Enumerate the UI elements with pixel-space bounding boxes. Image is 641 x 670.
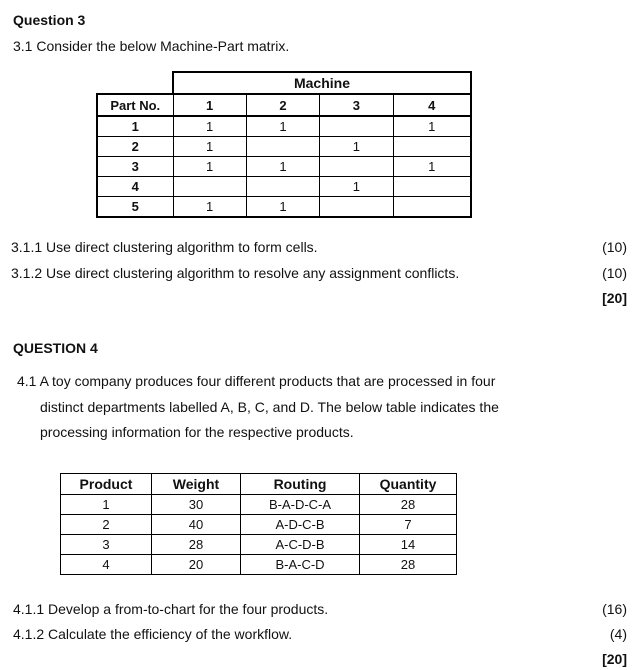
- table-cell: 28: [152, 535, 241, 555]
- part-row-label: 5: [97, 197, 173, 218]
- product-table: [60, 473, 457, 575]
- table-cell: B-A-C-D: [241, 555, 360, 575]
- machine-col-header: 2: [246, 94, 319, 116]
- table-cell: A-C-D-B: [241, 535, 360, 555]
- table-cell: A-D-C-B: [241, 515, 360, 535]
- table-row: [61, 515, 457, 535]
- table-cell: B-A-D-C-A: [241, 495, 360, 515]
- machine-group-header: Machine: [173, 72, 471, 94]
- table-cell: 1: [61, 495, 152, 515]
- table-cell: 3: [61, 535, 152, 555]
- matrix-cell: 1: [173, 116, 246, 137]
- matrix-cell: 1: [246, 116, 319, 137]
- matrix-corner-blank: [97, 72, 173, 94]
- question-item-3-1-1: 3.1.1 Use direct clustering algorithm to form cells.: [11, 239, 318, 255]
- matrix-cell: [393, 177, 471, 197]
- product-table-header: Routing: [241, 474, 360, 495]
- matrix-cell: 1: [393, 157, 471, 177]
- question-3-total: [20]: [602, 290, 627, 306]
- table-cell: 28: [360, 495, 457, 515]
- table-cell: 14: [360, 535, 457, 555]
- question-item-3-1-2: 3.1.2 Use direct clustering algorithm to resolve any assignment conflicts.: [11, 265, 460, 281]
- product-table-header: Quantity: [360, 474, 457, 495]
- table-cell: 40: [152, 515, 241, 535]
- question-3-intro: 3.1 Consider the below Machine-Part matrix.: [13, 38, 290, 54]
- table-row: [61, 555, 457, 575]
- machine-part-matrix: [96, 71, 472, 218]
- matrix-cell: 1: [393, 116, 471, 137]
- product-table-header: Weight: [152, 474, 241, 495]
- question-4-intro-line: processing information for the respective products.: [40, 424, 354, 440]
- matrix-cell: 1: [173, 197, 246, 218]
- marks-4-1-2: (4): [609, 626, 627, 642]
- table-cell: 4: [61, 555, 152, 575]
- marks-3-1-2: (10): [602, 265, 627, 281]
- question-item-4-1-1: 4.1.1 Develop a from-to-chart for the four products.: [13, 601, 329, 617]
- matrix-cell: [393, 197, 471, 218]
- machine-col-header: 4: [393, 94, 471, 116]
- part-row-label: 4: [97, 177, 173, 197]
- question-item-4-1-2: 4.1.2 Calculate the efficiency of the workflow.: [13, 626, 293, 642]
- matrix-cell: 1: [246, 157, 319, 177]
- table-row: [61, 495, 457, 515]
- table-row: [61, 535, 457, 555]
- part-row-label: 1: [97, 116, 173, 137]
- table-cell: 20: [152, 555, 241, 575]
- machine-col-header: 1: [173, 94, 246, 116]
- matrix-cell: [393, 137, 471, 157]
- question-4-intro-line: distinct departments labelled A, B, C, and D. The below table indicates the: [40, 399, 499, 415]
- table-cell: 2: [61, 515, 152, 535]
- marks-3-1-1: (10): [602, 239, 627, 255]
- matrix-cell: [246, 177, 319, 197]
- marks-4-1-1: (16): [602, 601, 627, 617]
- matrix-cell: [320, 116, 393, 137]
- question-3-heading: Question 3: [13, 12, 86, 28]
- matrix-cell: [320, 157, 393, 177]
- matrix-cell: [320, 197, 393, 218]
- matrix-cell: [246, 137, 319, 157]
- question-4-intro-line: 4.1 A toy company produces four different products that are processed in four: [17, 373, 496, 389]
- part-no-header: Part No.: [97, 94, 173, 116]
- matrix-cell: 1: [246, 197, 319, 218]
- product-table-header: Product: [61, 474, 152, 495]
- matrix-cell: 1: [173, 137, 246, 157]
- matrix-cell: 1: [320, 177, 393, 197]
- table-cell: 30: [152, 495, 241, 515]
- matrix-cell: 1: [173, 157, 246, 177]
- question-4-total: [20]: [602, 651, 627, 667]
- table-cell: 7: [360, 515, 457, 535]
- machine-col-header: 3: [320, 94, 393, 116]
- table-cell: 28: [360, 555, 457, 575]
- part-row-label: 3: [97, 157, 173, 177]
- part-row-label: 2: [97, 137, 173, 157]
- matrix-cell: 1: [320, 137, 393, 157]
- question-4-heading: QUESTION 4: [13, 340, 98, 356]
- matrix-cell: [173, 177, 246, 197]
